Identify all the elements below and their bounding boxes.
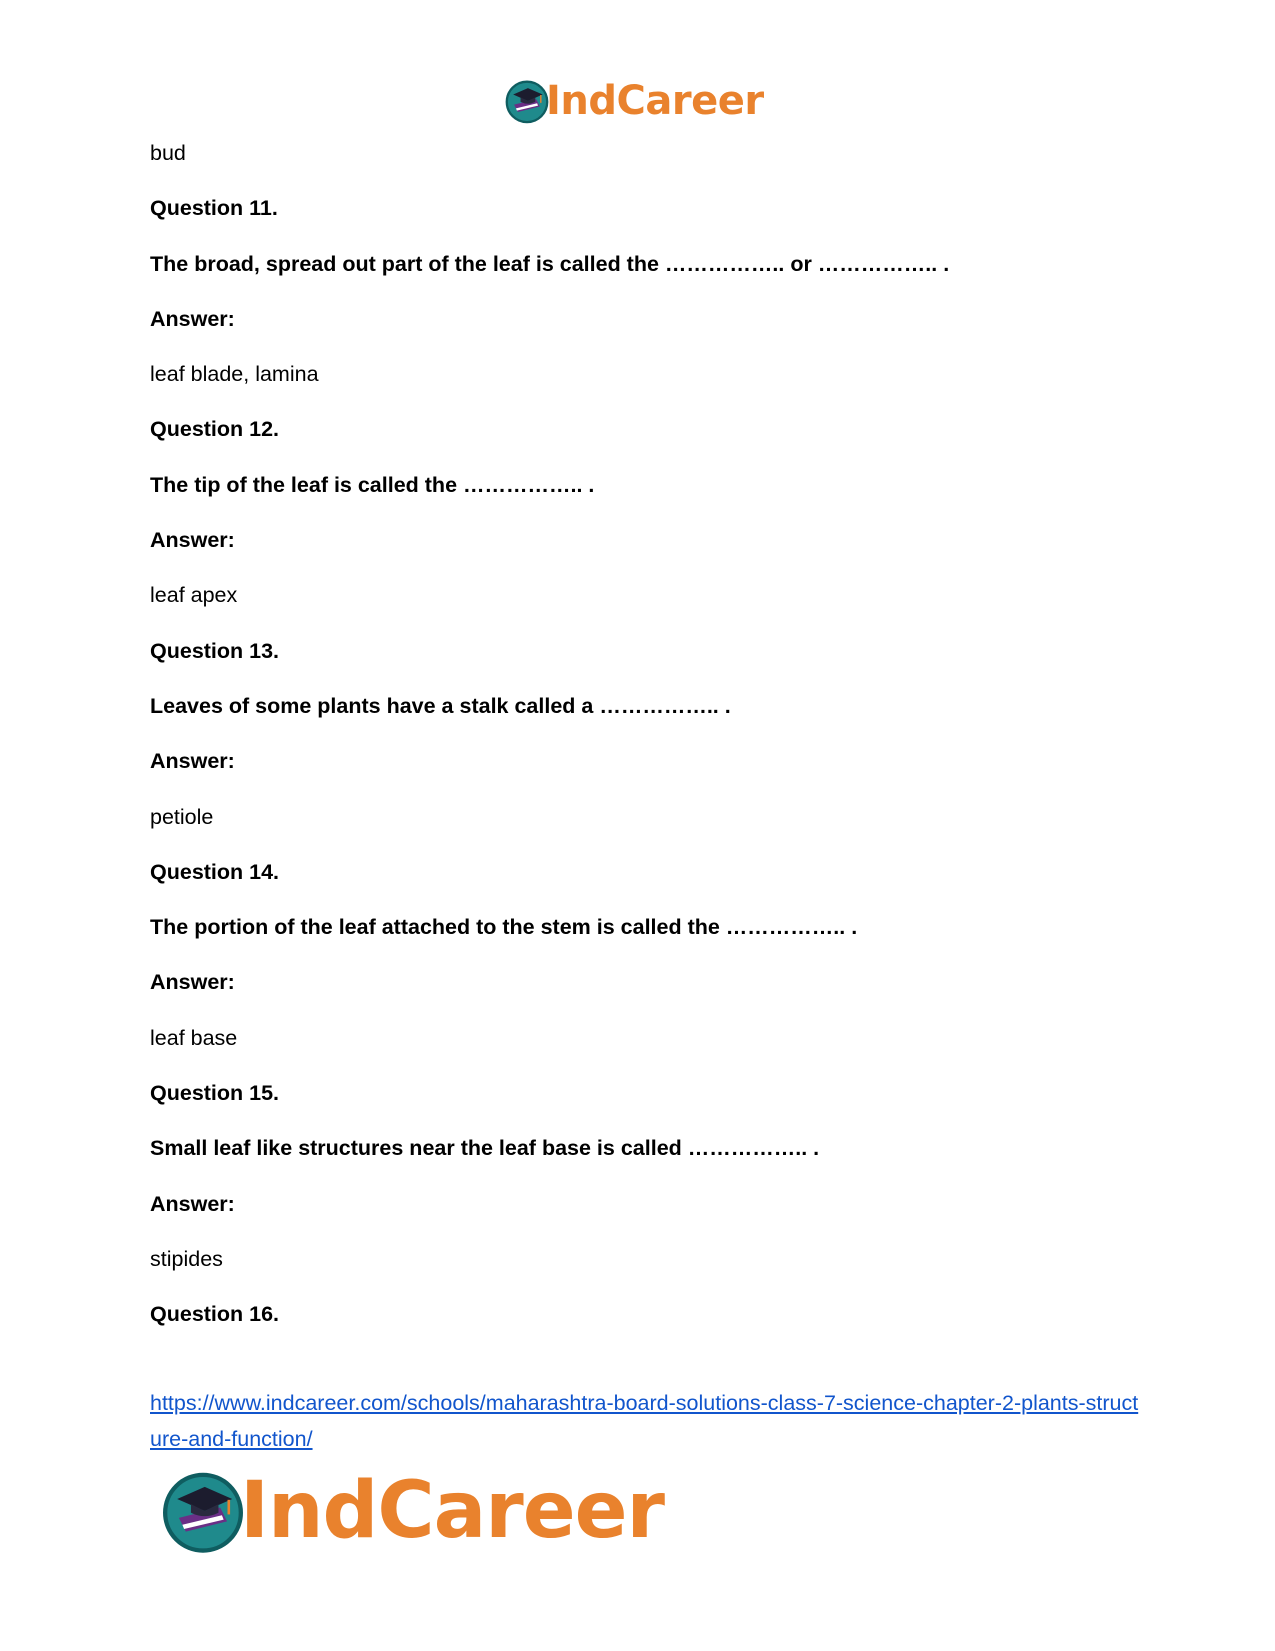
question-text: Leaves of some plants have a stalk called a …………….. . (150, 693, 731, 718)
answer-text: leaf base (150, 1025, 238, 1050)
source-link[interactable]: https://www.indcareer.com/schools/maharashtra-board-solutions-class-7-science-chapter-2-plants-structure-and-function/ (150, 1391, 1139, 1451)
question-text: Small leaf like structures near the leaf base is called …………….. . (150, 1136, 820, 1161)
answer-text: bud (150, 141, 186, 165)
question-heading: Question 11. (150, 196, 278, 221)
answer-label: Answer: (150, 528, 235, 553)
question-text: The portion of the leaf attached to the stem is called the …………….. . (150, 915, 858, 940)
logo-wordmark: IndCareer (546, 78, 764, 124)
answer-label: Answer: (150, 749, 235, 774)
question-text: The tip of the leaf is called the …………….. . (150, 472, 595, 497)
document-body (150, 140, 1150, 1357)
header-logo (504, 78, 764, 124)
footer-logo (160, 1466, 664, 1556)
answer-text: petiole (150, 804, 214, 829)
graduation-book-globe-icon (504, 78, 550, 124)
answer-text: leaf blade, lamina (150, 362, 319, 387)
answer-label: Answer: (150, 970, 235, 995)
question-heading: Question 16. (150, 1302, 280, 1327)
question-heading: Question 15. (150, 1081, 280, 1106)
question-text: The broad, spread out part of the leaf is called the …………….. or …………….. . (150, 251, 950, 276)
question-heading: Question 12. (150, 417, 280, 442)
logo-wordmark: IndCareer (240, 1466, 664, 1556)
answer-label: Answer: (150, 1191, 235, 1216)
graduation-book-globe-icon (160, 1468, 246, 1554)
answer-text: stipides (150, 1246, 223, 1271)
answer-text: leaf apex (150, 583, 238, 608)
question-heading: Question 14. (150, 859, 280, 884)
answer-label: Answer: (150, 306, 235, 331)
question-heading: Question 13. (150, 638, 280, 663)
